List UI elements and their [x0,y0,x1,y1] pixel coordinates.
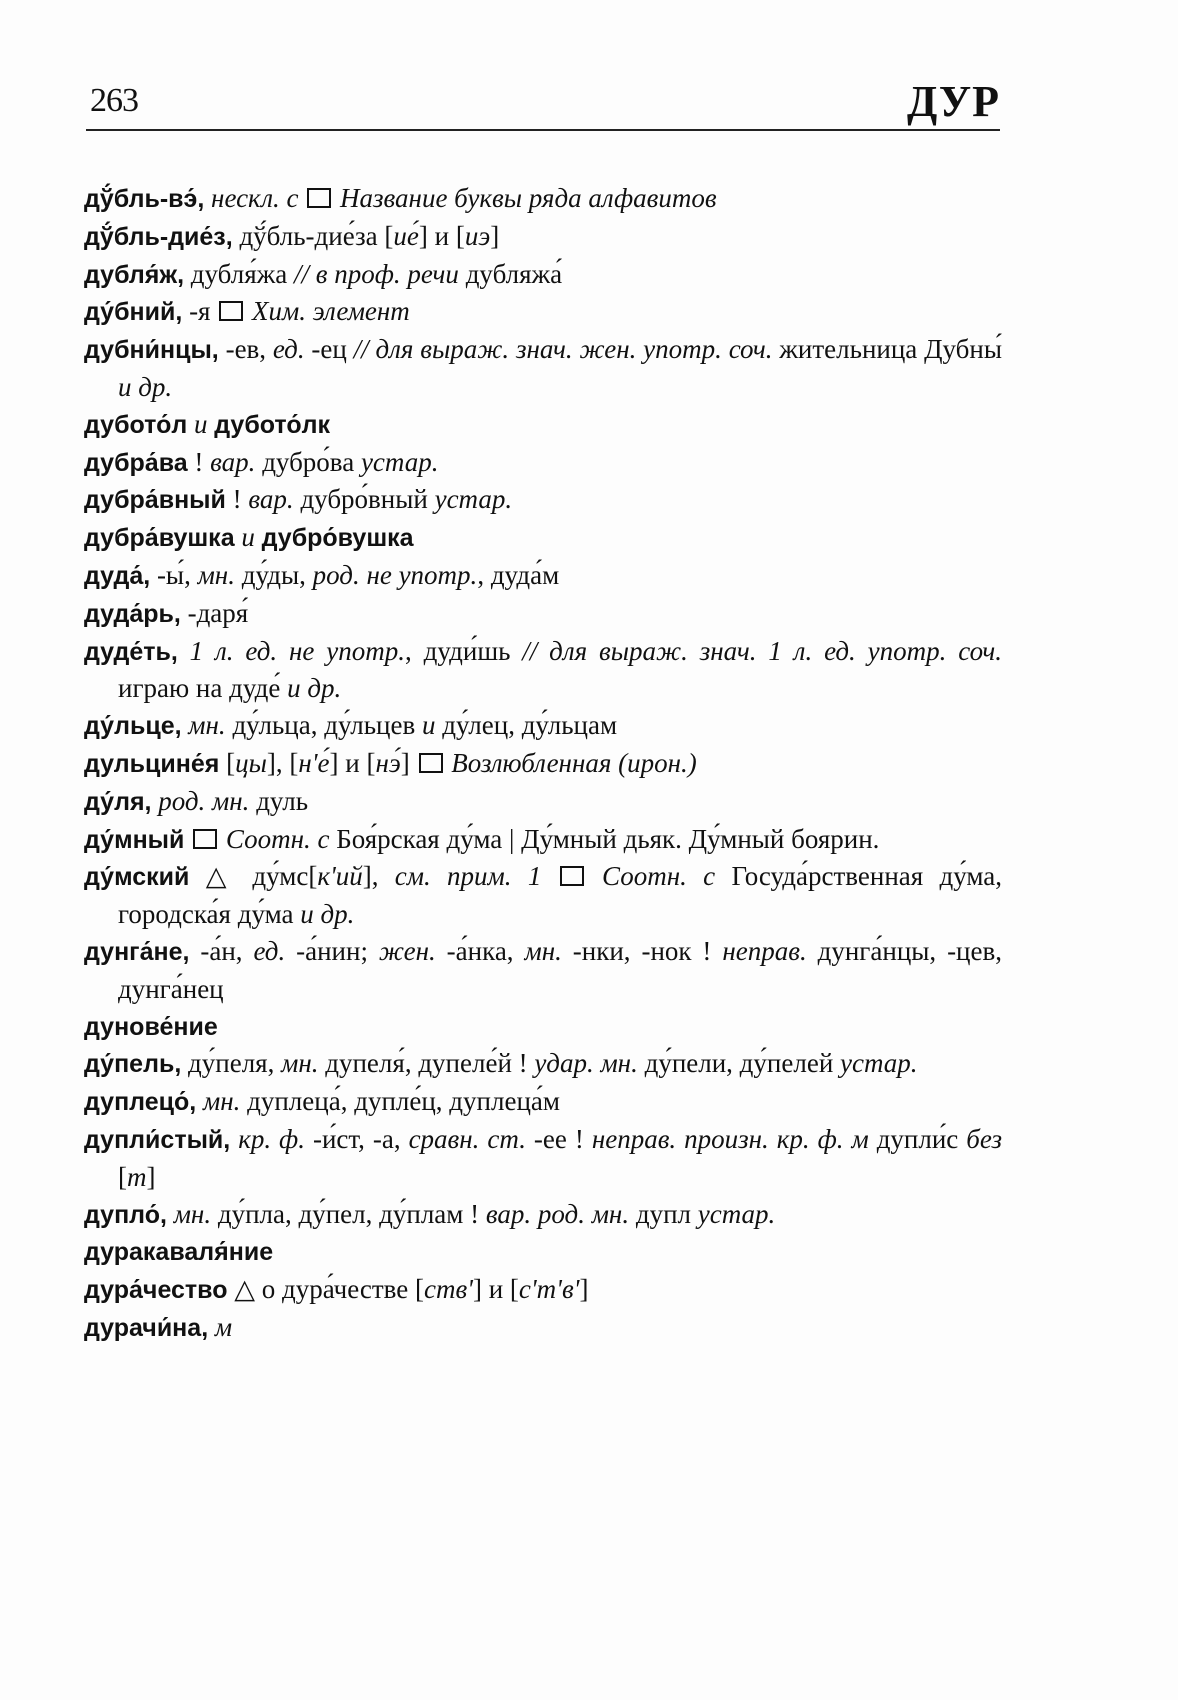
entry-text [184,824,191,854]
headword: дупли́стый, [84,1125,231,1154]
entry-text: ! [225,484,249,515]
dictionary-entry [84,180,1002,218]
dictionary-entry [84,406,1002,444]
entry-text: -и́ст, -а, [304,1123,409,1154]
dictionary-entry [84,519,1002,557]
dictionary-entry [84,821,1002,859]
grammar-label: Соотн. с [219,823,330,854]
entry-text: -нки, -нок ! [561,935,723,966]
entry-text: , дуди́шь [404,635,523,666]
grammar-label: кʹий [317,861,363,892]
headword: дуда́рь, [84,599,181,628]
grammar-label: иэ [464,220,491,251]
entry-text: ], [362,861,395,892]
entry-text: дубро́вный [293,484,435,515]
dictionary-entry [84,858,1002,933]
entry-text: ] и [ [472,1274,519,1305]
grammar-label: и др. [300,899,355,930]
grammar-label: Хим. элемент [245,296,410,327]
grammar-label: Соотн. с [585,861,716,892]
header-rule [86,129,1000,131]
grammar-label: цы [235,747,267,778]
entry-text: ] и [ [418,220,465,251]
dictionary-entry [84,783,1002,821]
headword: дунове́ние [84,1012,218,1041]
headword: дуплецо́, [84,1088,197,1117]
entry-text [541,861,557,891]
grammar-label: вар. [248,484,294,515]
grammar-label: без [966,1123,1003,1154]
grammar-label: // в проф. речи [294,258,459,289]
dictionary-entries [84,180,1002,1347]
grammar-label: мн. [181,710,226,741]
dictionary-entry [84,1045,1002,1083]
dictionary-entry [84,256,1002,294]
definition-box-icon [419,753,443,773]
entry-text: [ [118,1161,127,1192]
entry-text: дунга́нцы, -цев, дунга́нец [118,935,1002,1004]
grammar-label: мн. [197,559,235,590]
page-number: 263 [90,82,138,119]
dictionary-entry [84,1121,1002,1196]
grammar-label: мн. [196,1086,241,1117]
dictionary-entry [84,1008,1002,1046]
grammar-label: устар. [434,484,513,515]
entry-text: дуль [249,785,309,816]
entry-text: , дуда́м [477,559,560,590]
dictionary-entry [84,444,1002,482]
headword: дульцине́я [84,749,220,778]
grammar-label: вар. род. мн. [485,1198,630,1229]
entry-text: -я [182,296,218,327]
headword: дў́бль-дие́з, [84,222,233,251]
entry-text: -ее ! [525,1123,592,1154]
headword: дупло́, [84,1200,167,1229]
dictionary-entry [84,933,1002,1008]
grammar-label: жен. [378,935,436,966]
grammar-label: и [187,408,215,439]
headword: ду́ля, [84,787,152,816]
entry-text: дў́бль-дие́за [ [232,220,394,251]
entry-text: [ [219,747,236,778]
entry-text: дупеля́, дупеле́й ! [318,1048,535,1079]
grammar-label: // для выраж. знач. жен. употр. соч. [353,334,773,365]
entry-text: ] [579,1274,589,1305]
grammar-label: т [127,1161,147,1192]
dictionary-entry [84,1196,1002,1234]
grammar-label: мн. [524,935,562,966]
entry-text: -ев, [218,334,273,365]
dictionary-entry [84,1309,1002,1347]
grammar-label: м [208,1311,233,1342]
headword: ду́пель, [84,1050,182,1079]
definition-box-icon [193,829,217,849]
entry-text: △ о дура́честве [ [227,1274,424,1305]
grammar-label: неправ. произн. кр. ф. м [591,1123,869,1154]
dictionary-entry [84,745,1002,783]
entry-text: ], [ [266,747,299,778]
grammar-label: вар. [210,446,256,477]
entry-text: ду́ды, [234,559,313,590]
headword: дубро́вушка [261,524,414,553]
dictionary-entry [84,707,1002,745]
grammar-label: ед. [272,334,305,365]
grammar-label: неправ. [722,935,807,966]
entry-text: ] [400,747,417,778]
headword: ду́мский [84,863,190,892]
grammar-label: устар. [697,1198,776,1229]
entry-text: дуплеца́, дупле́ц, дуплеца́м [240,1086,560,1117]
definition-box-icon [307,188,331,208]
dictionary-entry [84,1083,1002,1121]
headword: дунга́не, [84,937,190,966]
grammar-label: мн. [166,1198,212,1229]
headword: дубра́вный [84,486,226,515]
grammar-label: ствʹ [423,1274,473,1305]
headword: дубля́ж, [84,260,185,289]
entry-text: △ ду́мс[ [189,861,318,892]
entry-text: дупл [629,1198,698,1229]
grammar-label: устар. [840,1048,918,1079]
dictionary-entry [84,331,1002,406]
page-header [86,76,1000,128]
entry-text: -даря́ [180,597,249,628]
entry-text: -а́н, [189,935,254,966]
grammar-label: 1 л. ед. не употр. [177,635,405,666]
grammar-label: и [421,710,436,741]
entry-text: ду́пеля, [181,1048,282,1079]
entry-text: ду́пла, ду́пел, ду́плам ! [211,1198,486,1229]
entry-text: ] [146,1161,156,1192]
dictionary-entry [84,1271,1002,1309]
dictionary-entry [84,293,1002,331]
running-head: ДУР [907,77,1000,126]
entry-text: Боя́рская ду́ма | Ду́мный дьяк. Ду́мный боярин. [329,823,880,854]
entry-text: ду́пели, ду́пелей [637,1048,841,1079]
entry-text: дубляжа́ [458,258,563,289]
dictionary-entry [84,218,1002,256]
headword: ду́бний, [84,298,183,327]
headword: дурачи́на, [84,1313,209,1342]
entry-text: Госуда́рственная ду́ма, городска́я ду́ма [118,861,1003,930]
entry-text: играю на дуде́ [118,673,288,704]
headword: ду́льце, [84,712,182,741]
grammar-label: нʹе́ [298,747,330,778]
entry-text: ! [187,446,211,477]
headword: дубото́л [84,410,188,439]
grammar-label: род. не употр. [312,559,478,590]
grammar-label: см. прим. 1 [394,861,542,892]
headword: дубни́нцы, [84,336,219,365]
dictionary-entry [84,481,1002,519]
grammar-label: устар. [360,446,439,477]
grammar-label: нэ́ [375,747,401,778]
headword: дубра́вушка [84,524,235,553]
headword: дубра́ва [84,448,188,477]
entry-text: дубля́жа [184,258,295,289]
headword: дубото́лк [214,410,330,439]
grammar-label: ед. [253,935,286,966]
entry-text: дупли́с [868,1123,967,1154]
headword: ду́мный [84,825,185,854]
dictionary-entry [84,557,1002,595]
grammar-label: сравн. ст. [408,1123,526,1154]
entry-text: жительница Дубны́ [772,334,1002,365]
entry-text: -а́нка, [435,935,525,966]
dictionary-entry [84,595,1002,633]
grammar-label: удар. мн. [534,1048,638,1079]
entry-text: ду́льца, ду́льцев [225,710,422,741]
grammar-label: Возлюбленная (ирон.) [444,747,697,778]
definition-box-icon [560,866,584,886]
headword: дў́бль-вэ́, [84,185,205,213]
entry-text: -ы́, [150,559,198,590]
definition-box-icon [219,301,243,321]
headword: дуракаваля́ние [84,1238,274,1267]
entry-text: ] и [ [329,747,376,778]
entry-text: -ец [304,334,354,365]
grammar-label: // для выраж. знач. 1 л. ед. употр. соч. [522,635,1002,666]
dictionary-entry [84,633,1002,708]
grammar-label: и др. [118,371,173,402]
grammar-label: нескл. с [211,183,306,213]
entry-text: -а́нин; [285,935,379,966]
dictionary-entry [84,1233,1002,1271]
grammar-label: ие́ [393,220,419,251]
grammar-label: кр. ф. [230,1123,305,1154]
grammar-label: сʹтʹвʹ [518,1274,580,1305]
headword: дура́чество [84,1276,228,1305]
headword: дуда́, [84,561,151,590]
entry-text: ду́лец, ду́льцам [435,710,618,741]
entry-text: дубро́ва [255,446,361,477]
entry-text: ] [490,220,500,251]
grammar-label: и др. [287,673,342,704]
grammar-label: род. мн. [151,785,250,816]
grammar-label: Название буквы ряда алфавитов [333,183,717,213]
grammar-label: и [234,522,262,553]
grammar-label: мн. [281,1048,319,1079]
headword: дуде́ть, [84,637,178,666]
